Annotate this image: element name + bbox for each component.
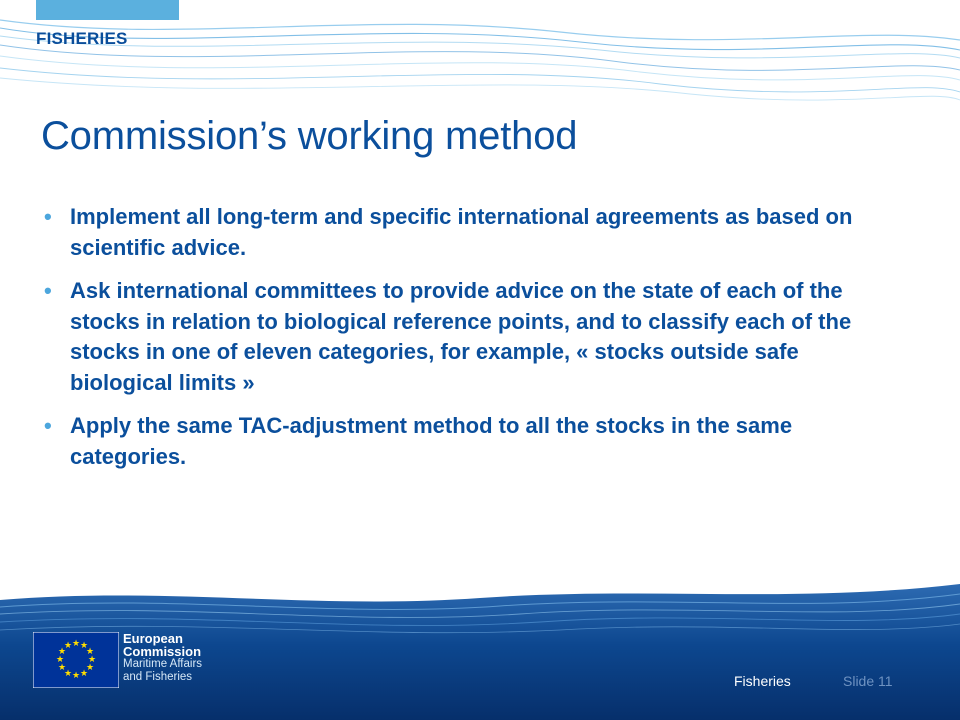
bullet-text: Implement all long-term and specific international agreements as based on scientific advice. (70, 204, 853, 260)
bullet-marker: • (44, 413, 52, 438)
bullet-item-1 (44, 202, 894, 263)
section-label: FISHERIES (36, 29, 128, 48)
slide-label: Slide (843, 673, 875, 689)
svg-text:★: ★ (85, 663, 95, 673)
svg-text:★: ★ (71, 639, 81, 649)
bullet-list (44, 202, 894, 485)
bullet-item-2 (44, 276, 894, 398)
svg-text:★: ★ (87, 655, 97, 665)
svg-text:★: ★ (63, 669, 73, 679)
svg-text:★: ★ (57, 647, 67, 657)
svg-text:★: ★ (79, 669, 89, 679)
slide-number (843, 673, 893, 689)
svg-text:★: ★ (79, 641, 89, 651)
bullet-text: Apply the same TAC-adjustment method to all the stocks in the same categories. (70, 413, 793, 469)
footer-section-label: Fisheries (734, 673, 791, 689)
svg-text:★: ★ (57, 663, 67, 673)
svg-text:★: ★ (63, 641, 73, 651)
eu-flag-icon (33, 632, 119, 688)
bullet-item-3 (44, 411, 894, 472)
slide-title: Commission’s working method (41, 114, 578, 158)
organization-name (123, 632, 202, 684)
svg-text:★: ★ (71, 671, 81, 681)
svg-text:★: ★ (55, 655, 65, 665)
org-line-2: Commission (123, 644, 202, 659)
org-line-4: and Fisheries (123, 671, 193, 683)
org-line-3: Maritime Affairs (123, 658, 203, 670)
slide-number-value: 11 (878, 673, 893, 689)
svg-text:★: ★ (85, 647, 95, 657)
bullet-text: Ask international committees to provide advice on the state of each of the stocks in relation to biological reference points, and to classify each of the stocks in one of eleven categories, for example, « stocks outside safe biological limits » (70, 278, 852, 395)
header-accent-tab (36, 0, 179, 20)
org-line-1: European (123, 631, 183, 646)
bullet-marker: • (44, 204, 52, 229)
bullet-marker: • (44, 278, 52, 303)
